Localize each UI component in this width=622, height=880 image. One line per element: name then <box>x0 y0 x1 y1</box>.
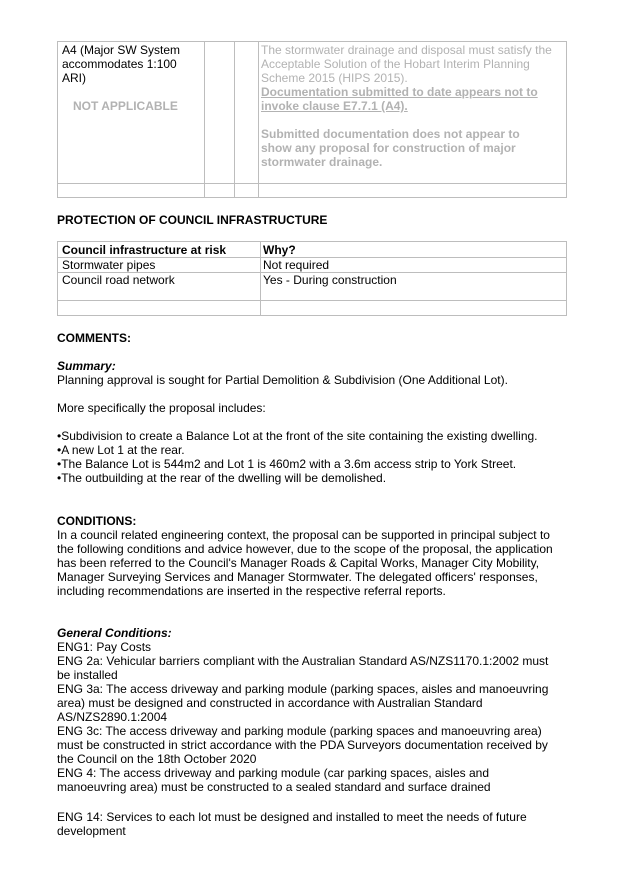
table-cell: Not required <box>263 258 330 272</box>
bullet-item: •The outbuilding at the rear of the dwelling will be demolished. <box>57 471 387 485</box>
table-divider <box>58 300 566 301</box>
table-divider <box>58 183 566 184</box>
condition-line: be installed <box>57 668 118 682</box>
assessment-line: show any proposal for construction of major <box>261 141 516 155</box>
condition-line: the Council on the 18th October 2020 <box>57 752 257 766</box>
eng14-condition <box>57 810 567 838</box>
comments-heading: COMMENTS: <box>57 331 131 345</box>
condition-line: manoeuvring area) must be constructed to a sealed standard and surface drained <box>57 780 491 794</box>
a4-table <box>57 41 567 198</box>
condition-line: ENG1: Pay Costs <box>57 640 152 654</box>
conditions-line: Manager Surveying Services and Manager Stormwater. The delegated officers' responses, <box>57 570 538 584</box>
conditions-heading: CONDITIONS: <box>57 514 137 528</box>
condition-line: ENG 2a: Vehicular barriers compliant with the Australian Standard AS/NZS1170.1:2002 must <box>57 654 549 668</box>
condition-line: ENG 3c: The access driveway and parking module (parking spaces and manoeuvring area) <box>57 724 542 738</box>
assessment-line: invoke clause E7.7.1 (A4). <box>261 99 408 113</box>
bullet-item: •A new Lot 1 at the rear. <box>57 443 185 457</box>
a4-label <box>62 43 180 85</box>
a4-label-line: A4 (Major SW System <box>62 43 181 57</box>
condition-line: development <box>57 824 126 838</box>
bullet-item: •The Balance Lot is 544m2 and Lot 1 is 460m2 with a 3.6m access strip to York Street. <box>57 457 517 471</box>
a4-assessment <box>261 43 552 169</box>
conditions-text <box>57 528 567 598</box>
table-divider <box>234 42 235 197</box>
table-cell: Council road network <box>62 273 175 287</box>
assessment-line: Submitted documentation does not appear to <box>261 127 520 141</box>
table-divider <box>258 42 259 197</box>
bullet-item: •Subdivision to create a Balance Lot at the front of the site containing the existing dwelling. <box>57 429 538 443</box>
assessment-line: The stormwater drainage and disposal must satisfy the <box>261 43 552 57</box>
assessment-line: Acceptable Solution of the Hobart Interim Planning <box>261 57 530 71</box>
summary-text: Planning approval is sought for Partial Demolition & Subdivision (One Additional Lot). <box>57 373 508 387</box>
summary-text: More specifically the proposal includes: <box>57 401 266 415</box>
condition-line: ENG 14: Services to each lot must be designed and installed to meet the needs of future <box>57 810 527 824</box>
assessment-line: Scheme 2015 (HIPS 2015). <box>261 71 408 85</box>
not-applicable-label: NOT APPLICABLE <box>73 99 178 113</box>
a4-label-line: accommodates 1:100 <box>62 57 177 71</box>
condition-line: area) must be designed and constructed in accordance with Australian Standard <box>57 696 483 710</box>
assessment-line: stormwater drainage. <box>261 155 383 169</box>
conditions-line: including recommendations are inserted in the respective referral reports. <box>57 584 446 598</box>
infrastructure-table <box>57 241 567 316</box>
general-conditions-heading: General Conditions: <box>57 626 172 640</box>
conditions-line: the following conditions and advice however, due to the scope of the proposal, the application <box>57 542 553 556</box>
condition-line: AS/NZS2890.1:2004 <box>57 710 168 724</box>
condition-line: ENG 4: The access driveway and parking module (car parking spaces, aisles and <box>57 766 489 780</box>
summary-heading: Summary: <box>57 359 116 373</box>
table-divider <box>204 42 205 197</box>
condition-line: ENG 3a: The access driveway and parking module (parking spaces, aisles and manoeuvring <box>57 682 549 696</box>
table-header: Council infrastructure at risk <box>62 243 227 257</box>
assessment-line: Documentation submitted to date appears not to <box>261 85 538 99</box>
conditions-line: In a council related engineering context, the proposal can be supported in principal subject to <box>57 528 550 542</box>
a4-label-line: ARI) <box>62 71 86 85</box>
table-cell: Yes - During construction <box>263 273 397 287</box>
conditions-line: has been referred to the Council's Manager Roads & Capital Works, Manager City Mobility, <box>57 556 540 570</box>
general-conditions-list <box>57 640 567 794</box>
table-cell: Stormwater pipes <box>62 258 156 272</box>
condition-line: must be constructed in strict accordance with the PDA Surveyors documentation received by <box>57 738 548 752</box>
protection-heading: PROTECTION OF COUNCIL INFRASTRUCTURE <box>57 213 328 227</box>
table-divider <box>260 242 261 315</box>
table-header: Why? <box>263 243 296 257</box>
